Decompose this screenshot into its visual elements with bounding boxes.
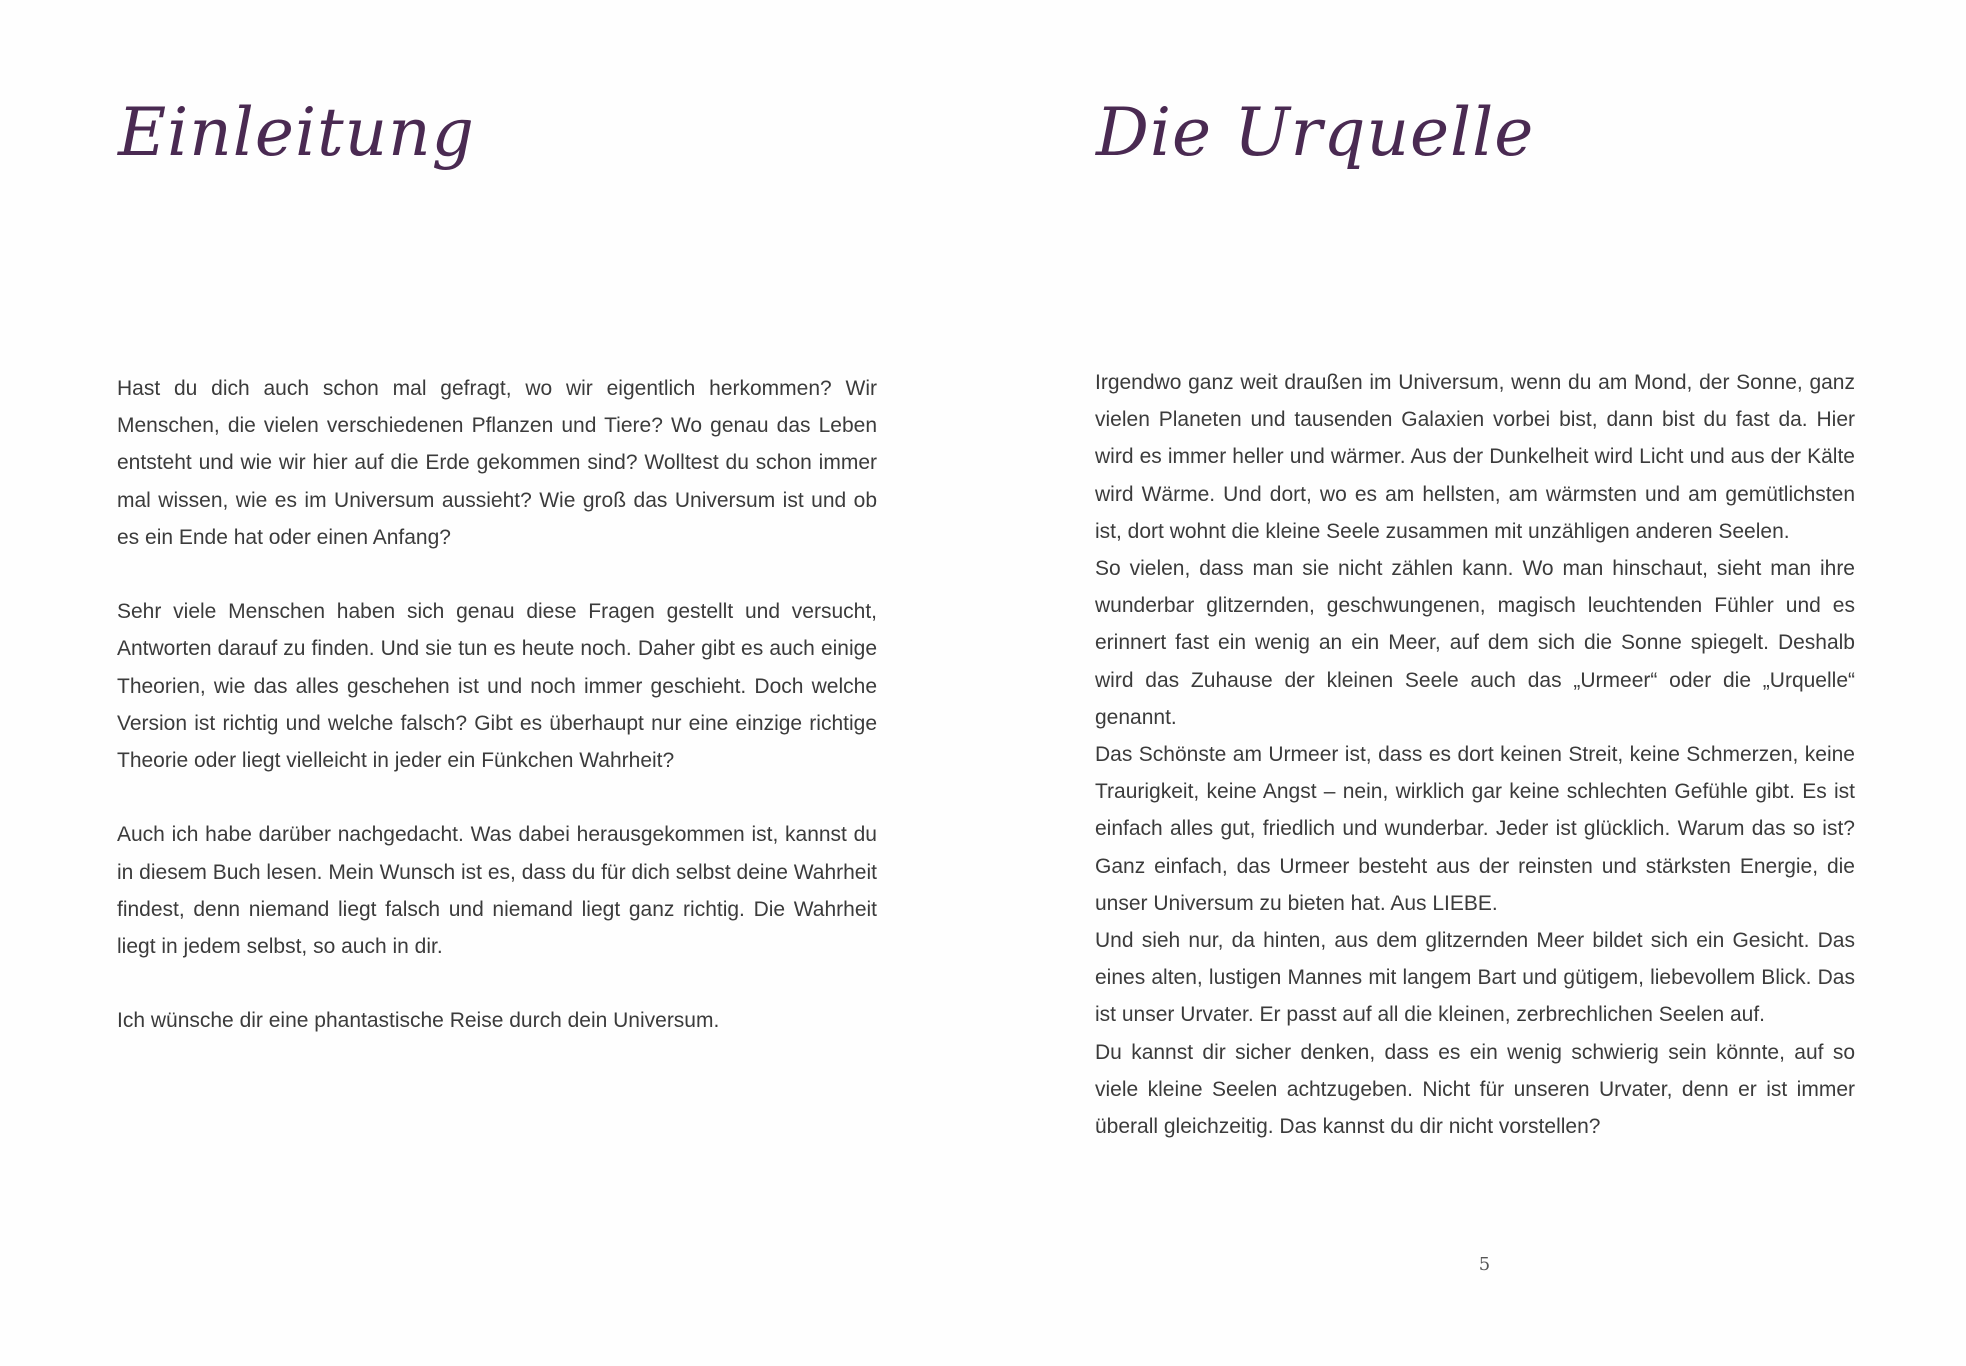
page-number: 5 (1478, 1254, 1491, 1275)
left-paragraph-3: Auch ich habe darüber nachgedacht. Was dabei herausgekommen ist, kannst du in diesem Buch lesen. Mein Wunsch ist es, dass du für dich selbst deine Wahrheit findest, denn niemand liegt falsch und niemand liegt ganz richtig. Die Wahrheit liegt in jedem selbst, so auch in dir. (117, 823, 877, 959)
right-paragraph-1: Irgendwo ganz weit draußen im Universum, wenn du am Mond, der Sonne, ganz vielen Planeten und tausenden Galaxien vorbei bist, dann bist du fast da. Hier wird es immer heller und wärmer. Aus der Dunkelheit wird Licht und aus der Kälte wird Wärme. Und dort, wo es am hellsten, am wärmsten und am gemütlichsten ist, dort wohnt die kleine Seele zusammen mit unzähligen anderen Seelen. (1095, 371, 1855, 543)
left-page-body (117, 370, 877, 1040)
chapter-title-einleitung: Einleitung (118, 94, 475, 171)
right-paragraph-2: So vielen, dass man sie nicht zählen kann. Wo man hinschaut, sieht man ihre wunderbar glitzernden, geschwungenen, magisch leuchtenden Fühler und es erinnert fast ein wenig an ein Meer, auf dem sich die Sonne spiegelt. Deshalb wird das Zuhause der kleinen Seele auch das „Urmeer“ oder die „Urquelle“ genannt. (1095, 557, 1855, 729)
right-paragraph-3: Das Schönste am Urmeer ist, dass es dort keinen Streit, keine Schmerzen, keine Traurigkeit, keine Angst – nein, wirklich gar keine schlechten Gefühle gibt. Es ist einfach alles gut, friedlich und wunderbar. Jeder ist glücklich. Warum das so ist? Ganz einfach, das Urmeer besteht aus der reinsten und stärksten Energie, die unser Universum zu bieten hat. Aus LIEBE. (1095, 743, 1855, 915)
right-page (983, 0, 1966, 1366)
left-paragraph-2: Sehr viele Menschen haben sich genau diese Fragen gestellt und versucht, Antworten darauf zu finden. Und sie tun es heute noch. Daher gibt es auch einige Theorien, wie das alles geschehen ist und noch immer geschieht. Doch welche Version ist richtig und welche falsch? Gibt es überhaupt nur eine einzige richtige Theorie oder liegt vielleicht in jeder ein Fünkchen Wahrheit? (117, 600, 877, 773)
left-paragraph-1: Hast du dich auch schon mal gefragt, wo wir eigentlich herkommen? Wir Menschen, die vielen verschiedenen Pflanzen und Tiere? Wo genau das Leben entsteht und wie wir hier auf die Erde gekommen sind? Wolltest du schon immer mal wissen, wie es im Universum aussieht? Wie groß das Universum ist und ob es ein Ende hat oder einen Anfang? (117, 377, 877, 549)
right-paragraph-5: Du kannst dir sicher denken, dass es ein wenig schwierig sein könnte, auf so viele kleine Seelen achtzugeben. Nicht für unseren Urvater, denn er ist immer überall gleichzeitig. Das kannst du dir nicht vorstellen? (1095, 1040, 1855, 1139)
chapter-title-die-urquelle: Die Urquelle (1096, 94, 1535, 171)
right-paragraph-4: Und sieh nur, da hinten, aus dem glitzernden Meer bildet sich ein Gesicht. Das eines alten, lustigen Mannes mit langem Bart und gütigem, liebevollem Blick. Das ist unser Urvater. Er passt auf all die kleinen, zerbrechlichen Seelen auf. (1095, 929, 1855, 1027)
left-paragraph-4: Ich wünsche dir eine phantastische Reise durch dein Universum. (117, 1009, 720, 1033)
right-page-body (1095, 364, 1855, 1145)
